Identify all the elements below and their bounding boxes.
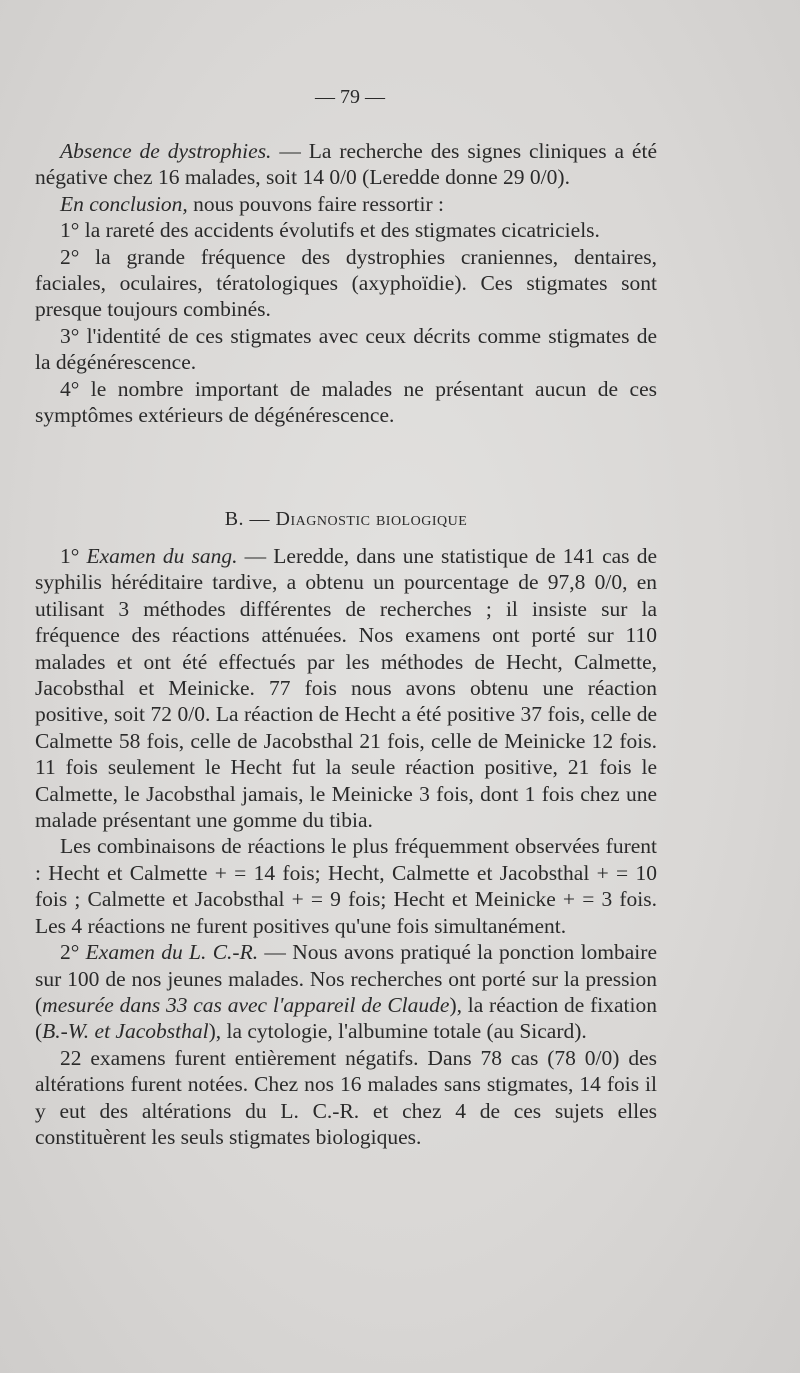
paragraph-text: nous pouvons faire ressortir : (187, 191, 444, 216)
list-item-2: 2° la grande fréquence des dystrophies craniennes, dentaires, faciales, oculaires, tératologiques (axyphoïdie). Ces stigmates sont presque toujours combinés. (35, 244, 657, 322)
page-number: — 79 — (315, 86, 385, 108)
section-dystrophies (35, 138, 657, 428)
section-biologique (35, 543, 657, 1150)
paragraph-examen-lcr (35, 939, 657, 1045)
paragraph-lead: Examen du L. C.-R. (85, 940, 259, 965)
paragraph-examen-sang (35, 543, 657, 833)
paragraph-text: ), la réaction de fixation ( (35, 992, 657, 1044)
paragraph-text: ), la cytologie, l'albumine totale (au Sicard). (208, 1019, 587, 1044)
paragraph-text: — La recherche des signes cliniques a été négative chez 16 malades, soit 14 0/0 (Leredde donne 29 0/0). (35, 139, 657, 190)
paragraph-text: — Leredde, dans une statistique de 141 cas de syphilis héréditaire tardive, a obtenu un pourcentage de 97,8 0/0, en utilisant 3 méthodes différentes de recherches ; il insiste sur la fréquence des réactions atténuées. Nos examens ont porté sur 110 malades et ont été effectués par les méthodes de Hecht, Calmette, Jacobsthal et Meinicke. 77 fois nous avons obtenu une réaction positive, soit 72 0/0. La réaction de Hecht a été positive 37 fois, celle de Calmette 58 fois, celle de Jacobsthal 21 fois, celle de Meinicke 12 fois. 11 fois seulement le Hecht fut la seule réaction positive, 21 fois le Calmette, le Jacobsthal jamais, le Meinicke 3 fois, dont 1 fois chez une malade présentant une gomme du tibia. (35, 544, 657, 833)
paragraph-absence (35, 138, 657, 191)
paragraph-number: 2° (60, 940, 86, 965)
paragraph-italic: mesurée dans 33 cas avec l'appareil de Claude (42, 992, 450, 1017)
list-item-4: 4° le nombre important de malades ne présentant aucun de ces symptômes extérieurs de dégénérescence. (35, 376, 657, 428)
paragraph-italic: B.-W. et Jacobsthal (42, 1019, 209, 1044)
paragraph-lead: Absence de dystrophies. (60, 139, 272, 163)
paragraph-conclusion (35, 191, 657, 217)
paragraph-number: 1° (60, 544, 87, 568)
section-heading: B. — Diagnostic biologique (224, 508, 468, 530)
paragraph-examens: 22 examens furent entièrement négatifs. Dans 78 cas (78 0/0) des altérations furent notées. Chez nos 16 malades sans stigmates, 14 fois il y eut des altérations du L. C.-R. et chez 4 de ces sujets elles constituèrent les seuls stigmates biologiques. (35, 1045, 657, 1149)
list-item-1: 1° la rareté des accidents évolutifs et des stigmates cicatriciels. (60, 218, 600, 243)
list-item-3: 3° l'identité de ces stigmates avec ceux décrits comme stigmates de la dégénérescence. (35, 323, 657, 375)
paragraph-lead: En conclusion, (60, 191, 188, 216)
paragraph-text: — Nous avons pratiqué la ponction lombaire sur 100 de nos jeunes malades. Nos recherches ont porté sur la pression ( (35, 940, 657, 1017)
paragraph-combinaisons: Les combinaisons de réactions le plus fréquemment observées furent : Hecht et Calmette + = 14 fois; Hecht, Calmette et Jacobsthal + = 10 fois ; Calmette et Jacobsthal + = 9 fois; Hecht et Meinicke + = 3 fois. Les 4 réactions ne furent positives qu'une fois simultanément. (35, 834, 657, 938)
paragraph-lead: Examen du sang. (86, 544, 238, 568)
